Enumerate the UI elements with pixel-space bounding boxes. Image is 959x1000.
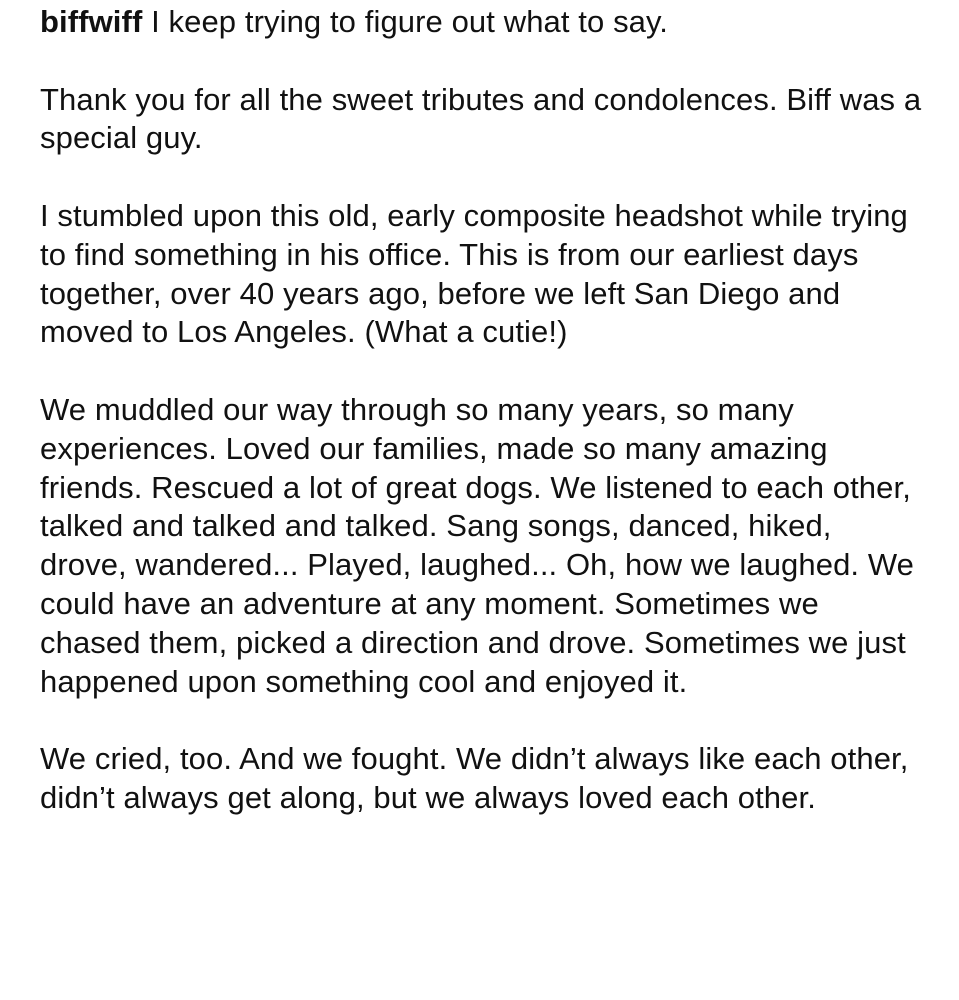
caption-paragraph-1 (40, 3, 925, 42)
caption-paragraph-4: We muddled our way through so many years, so many experiences. Loved our families, made so many amazing friends. Rescued a lot of great dogs. We listened to each other, talked and talked and talked. Sang songs, danced, hiked, drove, wandered... Played, laughed... Oh, how we laughed. We could have an adventure at any moment. Sometimes we chased them, picked a direction and drove. Sometimes we just happened upon something cool and enjoyed it. (40, 391, 914, 699)
post-caption (40, 0, 925, 857)
username-link[interactable]: biffwiff (40, 4, 143, 39)
caption-paragraph-5: We cried, too. And we fought. We didn’t always like each other, didn’t always get along, but we always loved each other. (40, 741, 909, 815)
caption-paragraph-3: I stumbled upon this old, early composite headshot while trying to find something in his office. This is from our earliest days together, over 40 years ago, before we left San Diego and moved to Los Angeles. (What a cutie!) (40, 197, 908, 350)
caption-text: I keep trying to figure out what to say. (151, 4, 669, 39)
caption-paragraph-2: Thank you for all the sweet tributes and condolences. Biff was a special guy. (40, 81, 922, 156)
